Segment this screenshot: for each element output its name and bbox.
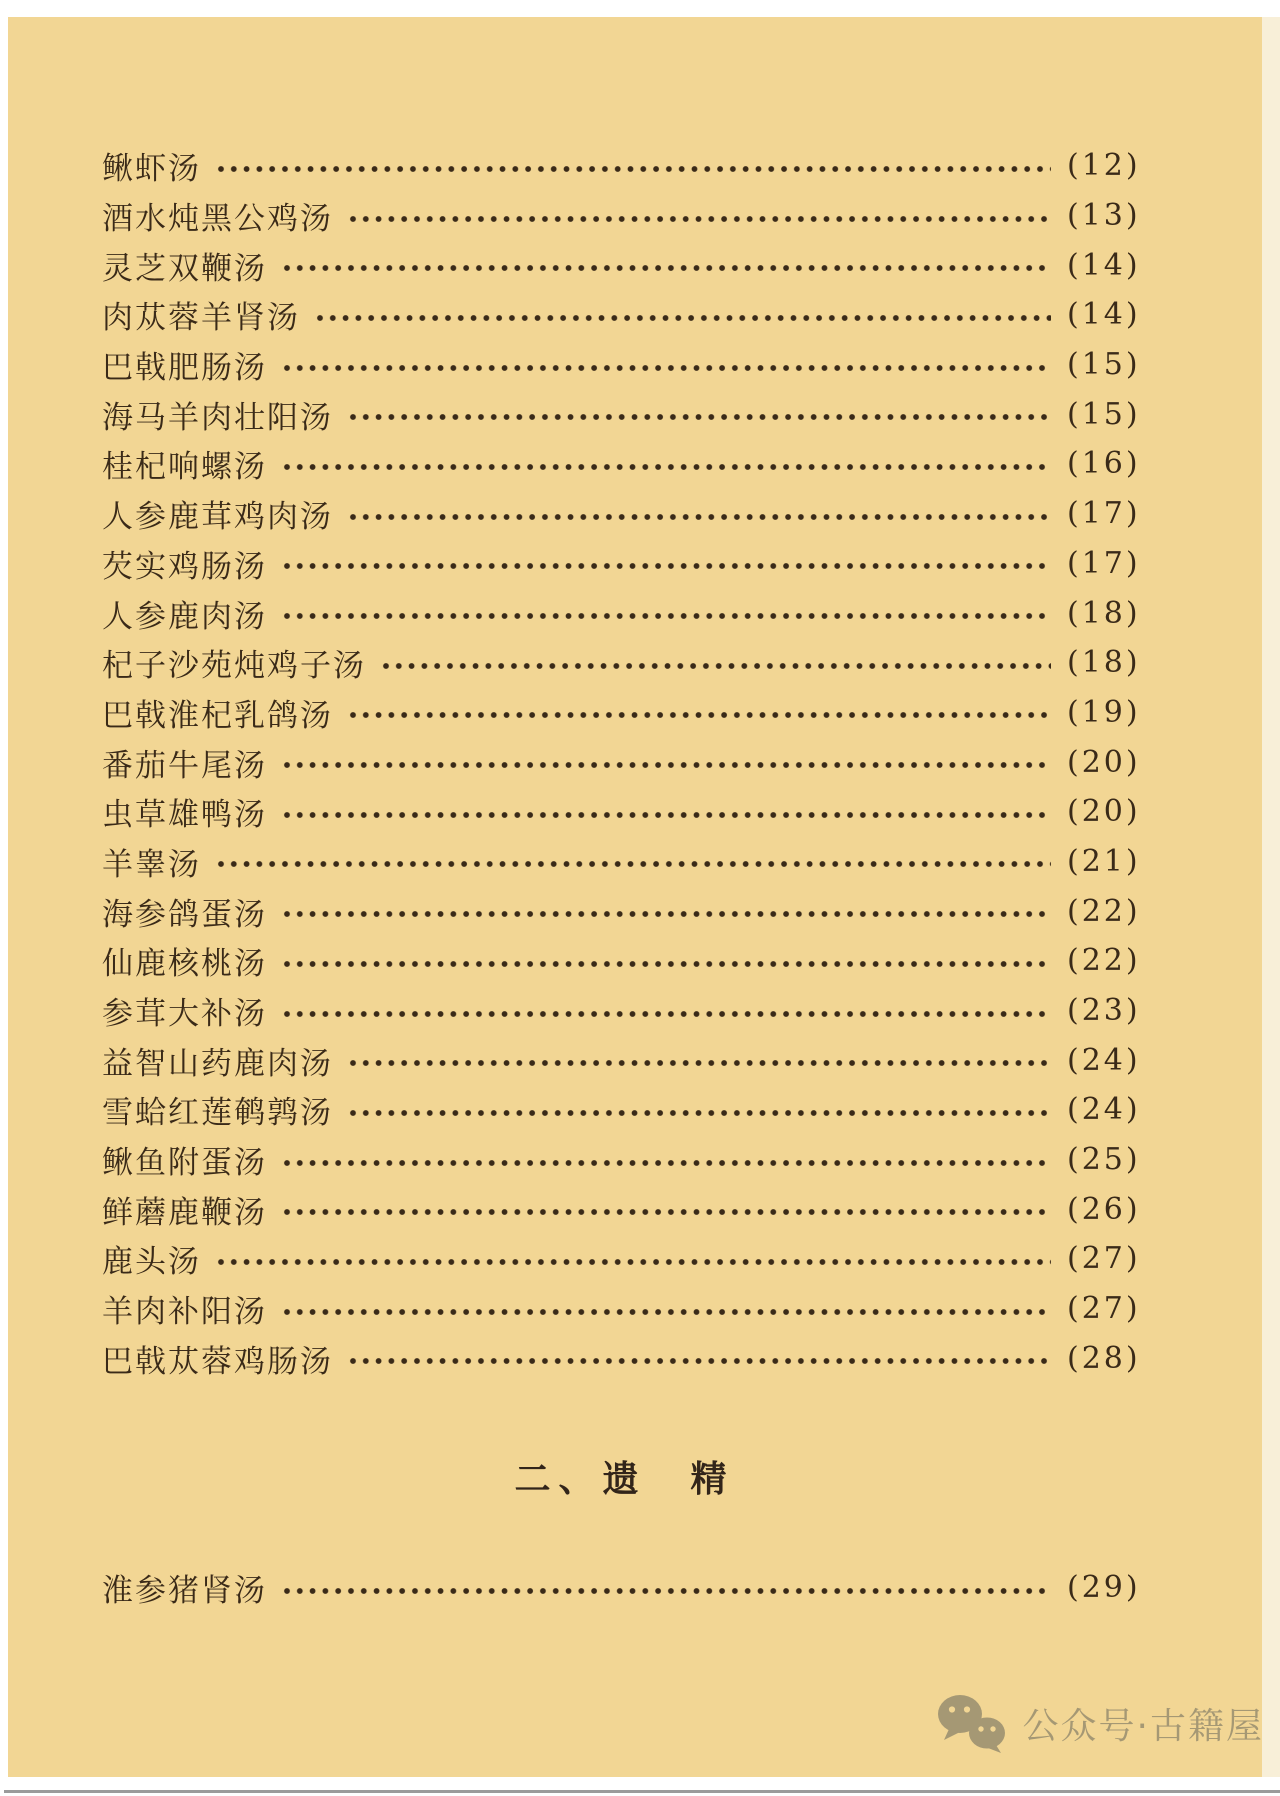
toc-entry-title: 人参鹿肉汤 xyxy=(102,598,267,635)
toc-entry xyxy=(102,1334,1147,1384)
toc-entry xyxy=(102,986,1147,1036)
toc-entry-page: (18) xyxy=(1067,595,1141,631)
wechat-icon xyxy=(935,1693,1009,1753)
toc-entry-page: (13) xyxy=(1067,198,1141,234)
toc-entry-page: (17) xyxy=(1067,496,1141,532)
toc-entry-page: (15) xyxy=(1067,347,1141,383)
toc-entry xyxy=(102,1085,1147,1135)
toc-entry-page: (28) xyxy=(1067,1340,1141,1376)
toc-entry-title: 海马羊肉壮阳汤 xyxy=(102,399,333,436)
toc-entry xyxy=(102,191,1147,241)
toc-entry xyxy=(102,1184,1147,1234)
toc-entry-title: 鹿头汤 xyxy=(102,1244,201,1281)
toc-entry-title: 酒水炖黑公鸡汤 xyxy=(102,201,333,238)
toc-entry-page: (24) xyxy=(1067,1092,1141,1128)
dotted-leader xyxy=(281,562,1051,570)
toc-entry xyxy=(102,1035,1147,1085)
toc-entry xyxy=(102,340,1147,390)
toc-entry-title: 桂杞响螺汤 xyxy=(102,449,267,486)
toc-entry-page: (22) xyxy=(1067,893,1141,929)
toc-entry-page: (17) xyxy=(1067,545,1141,581)
toc-entry-title: 淮参猪肾汤 xyxy=(102,1573,267,1610)
toc-entry-title: 巴戟淮杞乳鸽汤 xyxy=(102,697,333,734)
toc-entry-page: (18) xyxy=(1067,645,1141,681)
dotted-leader xyxy=(215,1258,1051,1266)
page-right-edge xyxy=(1262,17,1280,1777)
dotted-leader xyxy=(281,1208,1051,1216)
toc-entry xyxy=(102,936,1147,986)
toc-entry-title: 灵芝双鞭汤 xyxy=(102,250,267,287)
toc-entry-title: 鳅虾汤 xyxy=(102,151,201,188)
toc-entry-page: (14) xyxy=(1067,247,1141,283)
toc-entry-title: 巴戟苁蓉鸡肠汤 xyxy=(102,1343,333,1380)
toc-entry xyxy=(102,489,1147,539)
toc-entry-title: 人参鹿茸鸡肉汤 xyxy=(102,499,333,536)
dotted-leader xyxy=(347,513,1051,521)
dotted-leader xyxy=(215,860,1051,868)
toc-entry xyxy=(102,1234,1147,1284)
toc-entry xyxy=(102,638,1147,688)
toc-entry xyxy=(102,240,1147,290)
toc-entry xyxy=(102,439,1147,489)
dotted-leader xyxy=(281,364,1051,372)
toc-entry-title: 羊睾汤 xyxy=(102,846,201,883)
toc-entry-title: 鲜蘑鹿鞭汤 xyxy=(102,1194,267,1231)
toc-list xyxy=(102,141,1147,1383)
toc-entry xyxy=(102,886,1147,936)
toc-entry-title: 羊肉补阳汤 xyxy=(102,1294,267,1331)
dotted-leader xyxy=(281,1587,1051,1595)
toc-entry-title: 仙鹿核桃汤 xyxy=(102,946,267,983)
toc-entry xyxy=(102,1135,1147,1185)
toc-entry-title: 虫草雄鸭汤 xyxy=(102,797,267,834)
toc-entry-title: 海参鸽蛋汤 xyxy=(102,896,267,933)
dotted-leader xyxy=(281,1010,1051,1018)
toc-entry-title: 巴戟肥肠汤 xyxy=(102,350,267,387)
toc-entry xyxy=(102,1284,1147,1334)
toc-entry-page: (19) xyxy=(1067,694,1141,730)
toc-entry-page: (29) xyxy=(1067,1570,1141,1606)
toc-entry-page: (22) xyxy=(1067,943,1141,979)
toc-entry-title: 杞子沙苑炖鸡子汤 xyxy=(102,648,366,685)
toc-entry-page: (12) xyxy=(1067,148,1141,184)
toc-entry-title: 益智山药鹿肉汤 xyxy=(102,1045,333,1082)
toc-entry xyxy=(102,1563,1147,1613)
toc-entry xyxy=(102,290,1147,340)
dotted-leader xyxy=(281,910,1051,918)
toc-entry xyxy=(102,588,1147,638)
dotted-leader xyxy=(281,811,1051,819)
toc-entry xyxy=(102,837,1147,887)
toc-entry xyxy=(102,539,1147,589)
toc-entry-page: (24) xyxy=(1067,1042,1141,1078)
toc-entry-title: 鳅鱼附蛋汤 xyxy=(102,1145,267,1182)
toc-entry-title: 参茸大补汤 xyxy=(102,996,267,1033)
watermark-text: 公众号·古籍屋 xyxy=(1022,1705,1264,1747)
dotted-leader xyxy=(281,264,1051,272)
dotted-leader xyxy=(347,1109,1051,1117)
dotted-leader xyxy=(281,761,1051,769)
toc-entry-title: 肉苁蓉羊肾汤 xyxy=(102,300,300,337)
toc-entry-page: (20) xyxy=(1067,794,1141,830)
toc-entry xyxy=(102,389,1147,439)
toc-entry-page: (27) xyxy=(1067,1241,1141,1277)
dotted-leader xyxy=(215,165,1051,173)
toc-entry-page: (27) xyxy=(1067,1291,1141,1327)
toc-entry xyxy=(102,737,1147,787)
dotted-leader xyxy=(281,463,1051,471)
dotted-leader xyxy=(281,960,1051,968)
toc-entry-title: 芡实鸡肠汤 xyxy=(102,548,267,585)
dotted-leader xyxy=(380,662,1051,670)
dotted-leader xyxy=(347,413,1051,421)
watermark xyxy=(935,1692,1264,1754)
toc-entry-page: (14) xyxy=(1067,297,1141,333)
toc-entry-page: (16) xyxy=(1067,446,1141,482)
toc-entry-page: (23) xyxy=(1067,993,1141,1029)
toc-entry-page: (20) xyxy=(1067,744,1141,780)
toc-entry-page: (26) xyxy=(1067,1191,1141,1227)
dotted-leader xyxy=(281,1159,1051,1167)
toc-entry-page: (21) xyxy=(1067,843,1141,879)
toc-entry-page: (15) xyxy=(1067,396,1141,432)
dotted-leader xyxy=(281,612,1051,620)
toc-entry xyxy=(102,141,1147,191)
section-heading: 二、遗 精 xyxy=(514,1459,735,1500)
dotted-leader xyxy=(281,1308,1051,1316)
toc-entry-title: 雪蛤红莲鹌鹑汤 xyxy=(102,1095,333,1132)
dotted-leader xyxy=(347,1059,1051,1067)
dotted-leader xyxy=(347,1357,1051,1365)
dotted-leader xyxy=(314,314,1051,322)
dotted-leader xyxy=(347,215,1051,223)
toc-list-section2 xyxy=(102,1563,1147,1613)
bottom-divider-line xyxy=(4,1790,1280,1793)
toc-entry xyxy=(102,688,1147,738)
dotted-leader xyxy=(347,711,1051,719)
toc-entry-title: 番茄牛尾汤 xyxy=(102,747,267,784)
toc-entry xyxy=(102,787,1147,837)
toc-entry-page: (25) xyxy=(1067,1142,1141,1178)
